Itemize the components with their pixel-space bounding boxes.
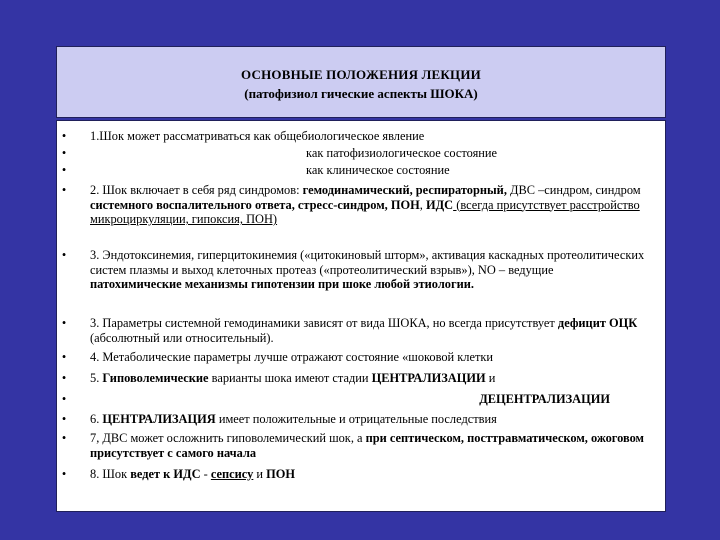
title-line-2: (патофизиол гические аспекты ШОКА)	[244, 86, 478, 101]
item-text-bold: при септическом, посттравматическом, ожоговом присутствует с самого начала	[90, 431, 644, 460]
item-text	[90, 316, 645, 345]
item-text-bold: гемодинамический, респираторный,	[302, 183, 507, 197]
item-text	[90, 350, 645, 365]
bullet-icon: •	[61, 316, 67, 330]
item-plain: 4. Метаболические параметры лучше отражают состояние «шоковой клетки	[90, 350, 494, 364]
item-text-bold: патохимические механизмы гипотензии при шоке любой этиологии.	[90, 277, 474, 292]
item-text-part: варианты шока имеют стадии	[208, 371, 372, 385]
content-box	[56, 120, 666, 512]
title-box	[56, 46, 666, 118]
item-text-part: 2. Шок включает в себя ряд синдромов:	[90, 183, 303, 197]
item-text-part: 8. Шок	[90, 467, 131, 481]
item-text-bold: системного воспалительного ответа, стресс-синдром,	[90, 197, 388, 212]
item-text-part: 3. Параметры системной гемодинамики зависят от вида ШОКА, но всегда присутствует	[90, 316, 558, 330]
item-text-bold: сепсису	[210, 467, 254, 481]
item-text-bold: ДЕЦЕНТРАЛИЗАЦИИ	[479, 392, 610, 406]
item-text-part: ДВС –синдром, синдром	[510, 183, 641, 197]
bullet-icon: •	[61, 412, 67, 426]
item-text	[90, 183, 645, 227]
item-text	[90, 467, 645, 482]
item-text-bold: ЦЕНТРАЛИЗАЦИЯ	[102, 412, 216, 426]
item-text-part: 5.	[90, 371, 103, 385]
item-text-bold: ведет к ИДС	[130, 467, 201, 481]
item-text-part: 7, ДВС может осложнить гиповолемический шок, а	[90, 431, 366, 445]
item-text-part: и	[253, 467, 267, 481]
item-text	[90, 129, 645, 144]
bullet-icon: •	[61, 129, 67, 143]
bullet-icon: •	[61, 371, 67, 385]
title-line-1: ОСНОВНЫЕ ПОЛОЖЕНИЯ ЛЕКЦИИ	[241, 67, 481, 82]
item-text	[90, 248, 645, 292]
item-plain: как патофизиологическое состояние	[306, 146, 498, 160]
bullet-icon: •	[61, 431, 67, 445]
item-text-part: (абсолютный или относительный).	[90, 330, 274, 345]
bullet-icon: •	[61, 163, 67, 177]
item-text-bold: дефицит ОЦК	[557, 316, 638, 330]
item-text-part: 6.	[90, 412, 103, 426]
bullet-icon: •	[61, 248, 67, 262]
item-text	[90, 371, 645, 386]
item-text-bold: ПОН	[266, 467, 296, 481]
item-text-part: имеет положительные и отрицательные последствия	[215, 412, 497, 426]
bullet-icon: •	[61, 146, 67, 160]
item-text-bold: ЦЕНТРАЛИЗАЦИИ	[371, 371, 486, 385]
item-text-part: ,	[419, 197, 426, 212]
item-text-part: и	[485, 371, 496, 385]
item-text-part: (всегда присутствует расстройство микроциркуляции, гипоксия, ПОН)	[90, 197, 640, 227]
bullet-icon: •	[61, 467, 67, 481]
item-text-bold: ИДС	[426, 197, 454, 212]
item-plain: как клиническое состояние	[306, 163, 450, 177]
bullet-icon: •	[61, 392, 67, 406]
item-text-part: 3. Эндотоксинемия, гиперцитокинемия («цитокиновый шторм», активация каскадных протеолитических систем плазмы и выход клеточных протеаз («протеолитический взрыв»), NO – ведущие	[90, 248, 645, 277]
bullet-icon: •	[61, 183, 67, 197]
item-text	[90, 412, 645, 427]
item-text	[90, 431, 645, 460]
item-plain: 1.Шок может рассматриваться как общебиологическое явление	[90, 129, 425, 143]
item-text-part: -	[200, 467, 211, 481]
item-text-bold: ПОН	[390, 197, 420, 212]
bullet-icon: •	[61, 350, 67, 364]
item-text-bold: Гиповолемические	[102, 371, 209, 385]
